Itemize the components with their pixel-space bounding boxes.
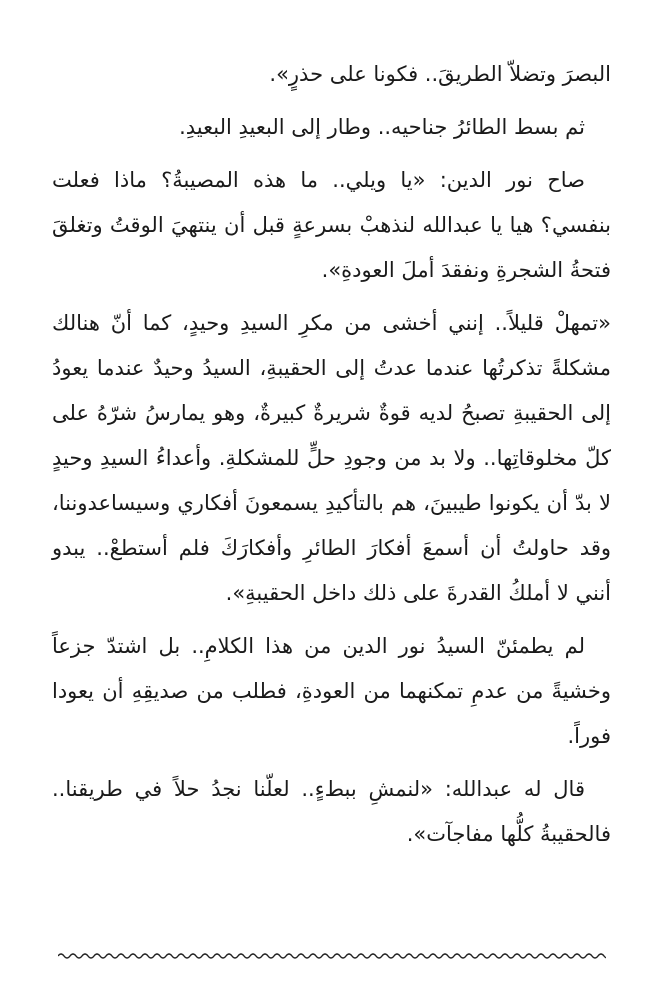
paragraph-3: صاح نور الدين: «يا ويلي.. ما هذه المصيبةُ؟ ماذا فعلت بنفسي؟ هيا يا عبدالله لنذهبْ بسرعةٍ قبل أن ينتهيَ الوقتُ وتغلقَ فتحةُ الشجرةِ ونفقدَ أملَ العودةِ». xyxy=(52,168,611,282)
book-page-text xyxy=(52,52,611,865)
paragraph-5: لم يطمئنّ السيدُ نور الدين من هذا الكلامِ.. بل اشتدّ جزعاً وخشيةً من عدمِ تمكنهما من العودةِ، فطلب من صديقِهِ أن يعودا فوراً. xyxy=(52,634,611,748)
wavy-divider xyxy=(58,946,606,966)
paragraph-6: قال له عبدالله: «لنمشِ ببطءٍ.. لعلّنا نجدُ حلاً في طريقنا.. فالحقيبةُ كلُّها مفاجآت». xyxy=(52,777,611,846)
paragraph-4: «تمهلْ قليلاً.. إنني أخشى من مكرِ السيدِ وحيدٍ، كما أنّ هنالك مشكلةً تذكرتُها عندما عدتُ إلى الحقيبةِ، السيدُ وحيدٌ عندما يعودُ إلى الحقيبةِ تصبحُ لديه قوةٌ شريرةٌ كبيرةٌ، وهو يمارسُ شرّهُ على كلّ مخلوقاتِها.. ولا بد من وجودِ حلٍّ للمشكلةِ. وأعداءُ السيدِ وحيدٍ لا بدّ أن يكونوا طيبينَ، هم بالتأكيدِ يسمعونَ أفكاري وسيساعدوننا، وقد حاولتُ أن أسمعَ أفكارَ الطائرِ وأفكارَكَ فلم أستطعْ.. يبدو أنني لا أملكُ القدرةَ على ذلك داخل الحقيبةِ». xyxy=(52,311,611,605)
paragraph-2: ثم بسط الطائرُ جناحيه.. وطار إلى البعيدِ البعيدِ. xyxy=(179,115,585,139)
paragraph-1: البصرَ وتضلاّ الطريقَ.. فكونا على حذرٍ». xyxy=(269,62,611,86)
